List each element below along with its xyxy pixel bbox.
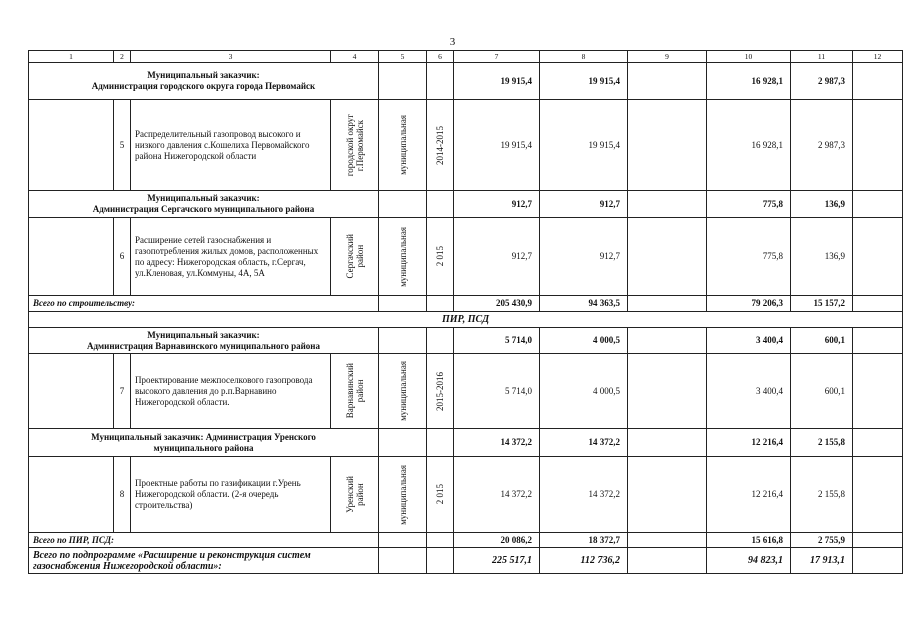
item-number: 8 (114, 457, 131, 533)
project-name: Распределительный газопровод высокого и низкого давления с.Кошелиха Первомайского района Нижегородской области (131, 100, 331, 191)
amount-cell: 2 987,3 (791, 63, 853, 100)
amount-cell: 94 363,5 (540, 296, 628, 312)
amount-cell: 17 913,1 (791, 548, 853, 574)
period-text: 2015-2016 (435, 371, 445, 411)
empty-cell (427, 63, 454, 100)
amount-cell: 912,7 (454, 218, 540, 296)
empty-cell (427, 548, 454, 574)
amount-cell: 16 928,1 (707, 63, 791, 100)
section-heading: ПИР, ПСД (29, 312, 903, 328)
amount-cell: 600,1 (791, 354, 853, 429)
amount-cell: 136,9 (791, 191, 853, 218)
ownership-text: муниципальная (397, 361, 408, 421)
ownership-cell (379, 218, 427, 296)
empty-cell (628, 548, 707, 574)
amount-cell: 912,7 (454, 191, 540, 218)
empty-cell (853, 328, 903, 354)
amount-cell: 112 736,2 (540, 548, 628, 574)
amount-cell: 912,7 (540, 191, 628, 218)
customer-label: Муниципальный заказчик: Администрация Сергачского муниципального района (29, 191, 379, 218)
project-name: Расширение сетей газоснабжения и газопотребления жилых домов, расположенных по адресу: Нижегородская область, г.Сергач, ул.Кленовая, ул.Коммуны, 4А, 5А (131, 218, 331, 296)
period-text: 2 015 (435, 246, 445, 267)
territory-text: Сергачский район (344, 234, 365, 279)
amount-cell: 5 714,0 (454, 354, 540, 429)
amount-cell: 4 000,5 (540, 328, 628, 354)
amount-cell: 15 616,8 (707, 533, 791, 548)
column-number: 7 (454, 51, 540, 63)
empty-cell (853, 429, 903, 457)
empty-cell (379, 191, 427, 218)
amount-cell: 14 372,2 (540, 429, 628, 457)
project-row (29, 354, 903, 429)
empty-cell (379, 548, 427, 574)
empty-cell (427, 533, 454, 548)
territory-cell (331, 457, 379, 533)
ownership-cell (379, 100, 427, 191)
empty-cell (29, 100, 114, 191)
empty-cell (853, 191, 903, 218)
amount-cell: 14 372,2 (454, 457, 540, 533)
amount-cell: 16 928,1 (707, 100, 791, 191)
period-cell (427, 354, 454, 429)
empty-cell (29, 218, 114, 296)
ownership-text: муниципальная (397, 115, 408, 175)
territory-cell (331, 100, 379, 191)
empty-cell (628, 218, 707, 296)
customer-label: Муниципальный заказчик: Администрация Уренского муниципального района (29, 429, 379, 457)
empty-cell (628, 457, 707, 533)
customer-row (29, 328, 903, 354)
page-number: 3 (449, 36, 456, 48)
amount-cell: 775,8 (707, 191, 791, 218)
column-number: 5 (379, 51, 427, 63)
amount-cell: 2 987,3 (791, 100, 853, 191)
empty-cell (853, 533, 903, 548)
empty-cell (379, 63, 427, 100)
project-row (29, 100, 903, 191)
customer-row (29, 63, 903, 100)
budget-table (28, 50, 903, 574)
empty-cell (427, 429, 454, 457)
period-cell (427, 218, 454, 296)
amount-cell: 912,7 (540, 218, 628, 296)
project-name: Проектные работы по газификации г.Урень Нижегородской области. (2-я очередь строительства) (131, 457, 331, 533)
project-row (29, 218, 903, 296)
empty-cell (853, 218, 903, 296)
empty-cell (379, 429, 427, 457)
empty-cell (853, 100, 903, 191)
amount-cell: 12 216,4 (707, 429, 791, 457)
amount-cell: 18 372,7 (540, 533, 628, 548)
amount-cell: 600,1 (791, 328, 853, 354)
empty-cell (853, 63, 903, 100)
amount-cell: 19 915,4 (454, 100, 540, 191)
amount-cell: 79 206,3 (707, 296, 791, 312)
empty-cell (379, 296, 427, 312)
empty-cell (29, 354, 114, 429)
amount-cell: 2 155,8 (791, 457, 853, 533)
amount-cell: 12 216,4 (707, 457, 791, 533)
amount-cell: 14 372,2 (540, 457, 628, 533)
empty-cell (628, 63, 707, 100)
column-number-row (29, 51, 903, 63)
column-number: 3 (131, 51, 331, 63)
amount-cell: 5 714,0 (454, 328, 540, 354)
column-number: 4 (331, 51, 379, 63)
amount-cell: 19 915,4 (540, 100, 628, 191)
period-text: 2 015 (435, 484, 445, 505)
territory-cell (331, 218, 379, 296)
empty-cell (628, 296, 707, 312)
empty-cell (427, 296, 454, 312)
amount-cell: 205 430,9 (454, 296, 540, 312)
customer-label: Муниципальный заказчик: Администрация Варнавинского муниципального района (29, 328, 379, 354)
amount-cell: 4 000,5 (540, 354, 628, 429)
project-name: Проектирование межпоселкового газопровода высокого давления до р.п.Варнавино Нижегородской области. (131, 354, 331, 429)
empty-cell (628, 533, 707, 548)
column-number: 6 (427, 51, 454, 63)
customer-row (29, 429, 903, 457)
empty-cell (628, 429, 707, 457)
empty-cell (379, 533, 427, 548)
amount-cell: 2 155,8 (791, 429, 853, 457)
customer-label: Муниципальный заказчик: Администрация городского округа города Первомайск (29, 63, 379, 100)
empty-cell (628, 354, 707, 429)
period-cell (427, 457, 454, 533)
column-number: 2 (114, 51, 131, 63)
item-number: 6 (114, 218, 131, 296)
total-label: Всего по ПИР, ПСД: (29, 533, 379, 548)
empty-cell (853, 354, 903, 429)
empty-cell (427, 191, 454, 218)
column-number: 10 (707, 51, 791, 63)
ownership-text: муниципальная (397, 226, 408, 287)
empty-cell (628, 191, 707, 218)
empty-cell (628, 100, 707, 191)
ownership-cell (379, 457, 427, 533)
grand-total-label: Всего по подпрограмме «Расширение и реконструкция систем газоснабжения Нижегородской области»: (29, 548, 379, 574)
amount-cell: 94 823,1 (707, 548, 791, 574)
amount-cell: 19 915,4 (454, 63, 540, 100)
grand-total-row (29, 548, 903, 574)
amount-cell: 3 400,4 (707, 354, 791, 429)
empty-cell (853, 548, 903, 574)
section-row (29, 312, 903, 328)
period-text: 2014-2015 (435, 125, 445, 165)
project-row (29, 457, 903, 533)
territory-text: городской округ г.Первомайск (344, 113, 365, 177)
territory-text: Уренский район (344, 476, 365, 513)
territory-cell (331, 354, 379, 429)
empty-cell (379, 328, 427, 354)
column-number: 1 (29, 51, 114, 63)
amount-cell: 19 915,4 (540, 63, 628, 100)
item-number: 5 (114, 100, 131, 191)
amount-cell: 136,9 (791, 218, 853, 296)
empty-cell (427, 328, 454, 354)
amount-cell: 3 400,4 (707, 328, 791, 354)
item-number: 7 (114, 354, 131, 429)
empty-cell (853, 457, 903, 533)
amount-cell: 20 086,2 (454, 533, 540, 548)
amount-cell: 225 517,1 (454, 548, 540, 574)
territory-text: Варнавинский район (344, 363, 365, 419)
total-label: Всего по строительству: (29, 296, 379, 312)
column-number: 11 (791, 51, 853, 63)
empty-cell (29, 457, 114, 533)
column-number: 9 (628, 51, 707, 63)
column-number: 12 (853, 51, 903, 63)
empty-cell (628, 328, 707, 354)
amount-cell: 15 157,2 (791, 296, 853, 312)
total-row (29, 533, 903, 548)
period-cell (427, 100, 454, 191)
amount-cell: 14 372,2 (454, 429, 540, 457)
ownership-cell (379, 354, 427, 429)
column-number: 8 (540, 51, 628, 63)
ownership-text: муниципальная (397, 464, 408, 525)
amount-cell: 775,8 (707, 218, 791, 296)
customer-row (29, 191, 903, 218)
total-row (29, 296, 903, 312)
empty-cell (853, 296, 903, 312)
amount-cell: 2 755,9 (791, 533, 853, 548)
